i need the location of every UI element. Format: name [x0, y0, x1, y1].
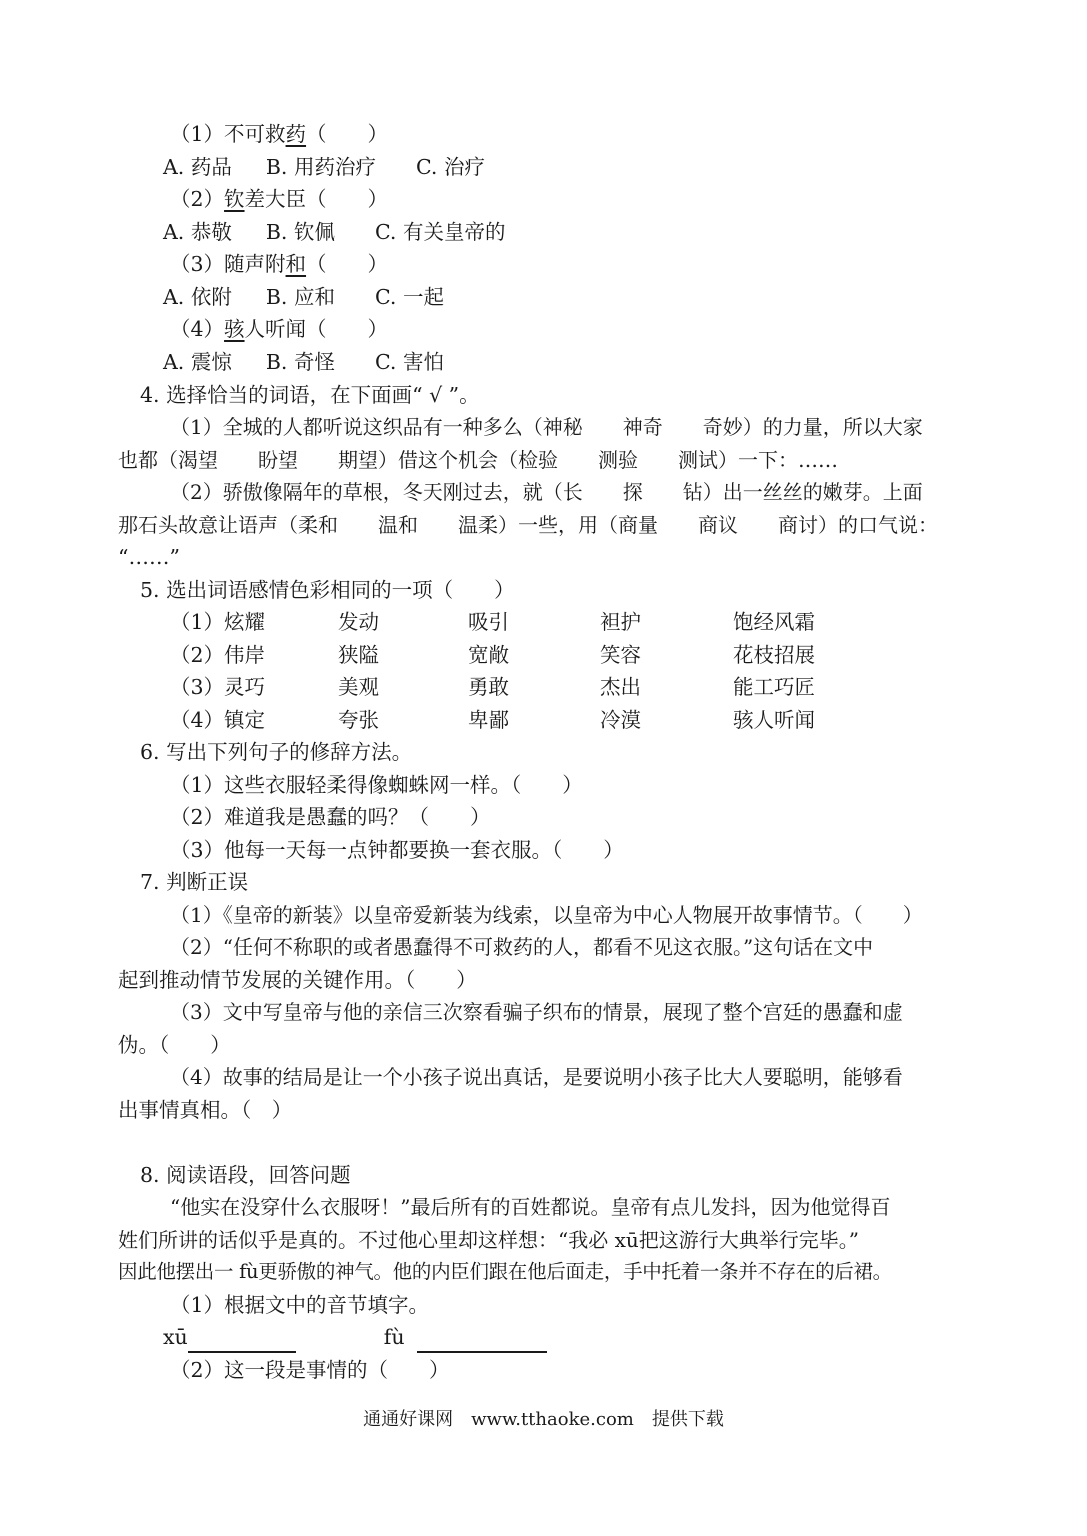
word-cell: 宽敞 [468, 643, 509, 667]
item-number: （3） [170, 252, 225, 276]
q7-item-1[interactable]: （1）《皇帝的新装》以皇帝爱新装为线索，以皇帝为中心人物展开故事情节。（ ） [170, 903, 923, 927]
word-part: 差大臣 [244, 187, 307, 211]
q4-p2-line3: “……” [118, 545, 180, 569]
answer-blank[interactable]: （ ） [306, 317, 389, 341]
option-c[interactable]: C. 有关皇帝的 [374, 220, 506, 244]
q3-options-4 [163, 346, 444, 378]
word-part: 人听闻 [244, 317, 307, 341]
option-a[interactable]: A. 药品 [163, 155, 232, 179]
option-b[interactable]: B. 钦佩 [265, 220, 335, 244]
underlined-char: 钦 [224, 187, 245, 211]
footer-source: 通通好课网 www.tthaoke.com 提供下载 [363, 1409, 724, 1430]
word-cell: 笑容 [600, 643, 641, 667]
q7-item-4-line2[interactable]: 出事情真相。（ ） [118, 1098, 293, 1122]
word-cell: 美观 [338, 675, 379, 699]
q7-item-2-line1[interactable]: （2）“任何不称职的或者愚蠢得不可救药的人，都看不见这衣服。”这句话在文中 [170, 935, 874, 959]
q5-title: 5. 选出词语感情色彩相同的一项（ ） [140, 578, 515, 602]
word-cell: 吸引 [468, 610, 509, 634]
pinyin-label: xū [163, 1325, 188, 1349]
q4-p2-line1: （2）骄傲像隔年的草根，冬天刚过去，就（长 探 钻）出一丝丝的嫩芽。上面 [170, 480, 923, 504]
word-part: 不可救 [224, 122, 286, 146]
q3-options-1 [163, 151, 485, 183]
word-cell: 花枝招展 [733, 643, 815, 667]
word-cell: 冷漠 [600, 708, 641, 732]
fill-blank-line[interactable] [417, 1329, 547, 1353]
q7-item-4-line1[interactable]: （4）故事的结局是让一个小孩子说出真话，是要说明小孩子比大人要聪明，能够看 [170, 1065, 903, 1089]
option-b[interactable]: B. 用药治疗 [265, 155, 376, 179]
word-cell: （2）伟岸 [170, 643, 266, 667]
word-cell: 饱经风霜 [733, 610, 815, 634]
word-cell: 卑鄙 [468, 708, 509, 732]
word-cell: 袒护 [600, 610, 641, 634]
q7-item-2-line2[interactable]: 起到推动情节发展的关键作用。（ ） [118, 968, 477, 992]
item-number: （2） [170, 187, 225, 211]
word-cell: 骇人听闻 [733, 708, 815, 732]
option-c[interactable]: C. 害怕 [374, 350, 444, 374]
word-cell: 发动 [338, 610, 379, 634]
word-part: 随声附 [224, 252, 286, 276]
q4-p2-line2: 那石头故意让语声（柔和 温和 温柔）一些，用（商量 商议 商讨）的口气说： [118, 513, 938, 537]
q4-p1-line1: （1）全城的人都听说这织品有一种多么（神秘 神奇 奇妙）的力量，所以大家 [170, 415, 923, 439]
q8-paragraph-line2: 姓们所讲的话似乎是真的。不过他心里却这样想：“我必 xū把这游行大典举行完毕。” [118, 1228, 859, 1252]
word-cell: 夸张 [338, 708, 379, 732]
pinyin-label: fù [383, 1325, 405, 1349]
q3-options-2 [163, 216, 505, 248]
q6-item-1[interactable]: （1）这些衣服轻柔得像蜘蛛网一样。（ ） [170, 773, 583, 797]
option-c[interactable]: C. 一起 [374, 285, 444, 309]
q3-item-1 [170, 118, 388, 150]
q4-title: 4. 选择恰当的词语，在下面画“ √ ”。 [140, 383, 480, 407]
q8-paragraph-line1: “他实在没穿什么衣服呀！”最后所有的百姓都说。皇帝有点儿发抖，因为他觉得百 [170, 1195, 891, 1219]
word-cell: （1）炫耀 [170, 610, 266, 634]
q6-item-3[interactable]: （3）他每一天每一点钟都要换一套衣服。（ ） [170, 838, 624, 862]
underlined-char: 骇 [224, 317, 245, 341]
answer-blank[interactable]: （ ） [306, 187, 389, 211]
fill-blank-line[interactable] [188, 1329, 296, 1353]
q8-sub-question-1: （1）根据文中的音节填字。 [170, 1293, 430, 1317]
q3-item-3 [170, 248, 388, 280]
item-number: （1） [170, 122, 225, 146]
q6-title: 6. 写出下列句子的修辞方法。 [140, 740, 413, 764]
answer-blank[interactable]: （ ） [306, 122, 389, 146]
word-cell: 勇敢 [468, 675, 509, 699]
q7-title: 7. 判断正误 [140, 870, 249, 894]
item-number: （4） [170, 317, 225, 341]
option-b[interactable]: B. 奇怪 [265, 350, 335, 374]
q7-item-3-line1[interactable]: （3）文中写皇帝与他的亲信三次察看骗子织布的情景，展现了整个宫廷的愚蠢和虚 [170, 1000, 903, 1024]
underlined-char: 和 [285, 252, 307, 276]
q8-sub-question-2[interactable]: （2）这一段是事情的（ ） [170, 1358, 450, 1382]
q3-item-4 [170, 313, 388, 345]
q8-title: 8. 阅读语段，回答问题 [140, 1163, 351, 1187]
q3-item-2 [170, 183, 388, 215]
q4-p1-line2: 也都（渴望 盼望 期望）借这个机会（检验 测验 测试）一下：…… [118, 448, 838, 472]
word-cell: （4）镇定 [170, 708, 266, 732]
word-cell: 杰出 [600, 675, 641, 699]
option-b[interactable]: B. 应和 [265, 285, 335, 309]
option-c[interactable]: C. 治疗 [415, 155, 485, 179]
option-a[interactable]: A. 恭敬 [163, 220, 232, 244]
q8-pinyin-fill-row [163, 1321, 547, 1353]
answer-blank[interactable]: （ ） [306, 252, 389, 276]
underlined-char: 药 [285, 122, 307, 146]
q7-item-3-line2[interactable]: 伪。（ ） [118, 1033, 231, 1057]
option-a[interactable]: A. 震惊 [163, 350, 232, 374]
q3-options-3 [163, 281, 444, 313]
q6-item-2[interactable]: （2）难道我是愚蠢的吗？（ ） [170, 805, 491, 829]
word-cell: 能工巧匠 [733, 675, 815, 699]
option-a[interactable]: A. 依附 [163, 285, 232, 309]
word-cell: （3）灵巧 [170, 675, 266, 699]
word-cell: 狭隘 [338, 643, 379, 667]
q8-paragraph-line3: 因此他摆出一 fù更骄傲的神气。他的内臣们跟在他后面走，手中托着一条并不存在的后裙。 [118, 1260, 892, 1283]
